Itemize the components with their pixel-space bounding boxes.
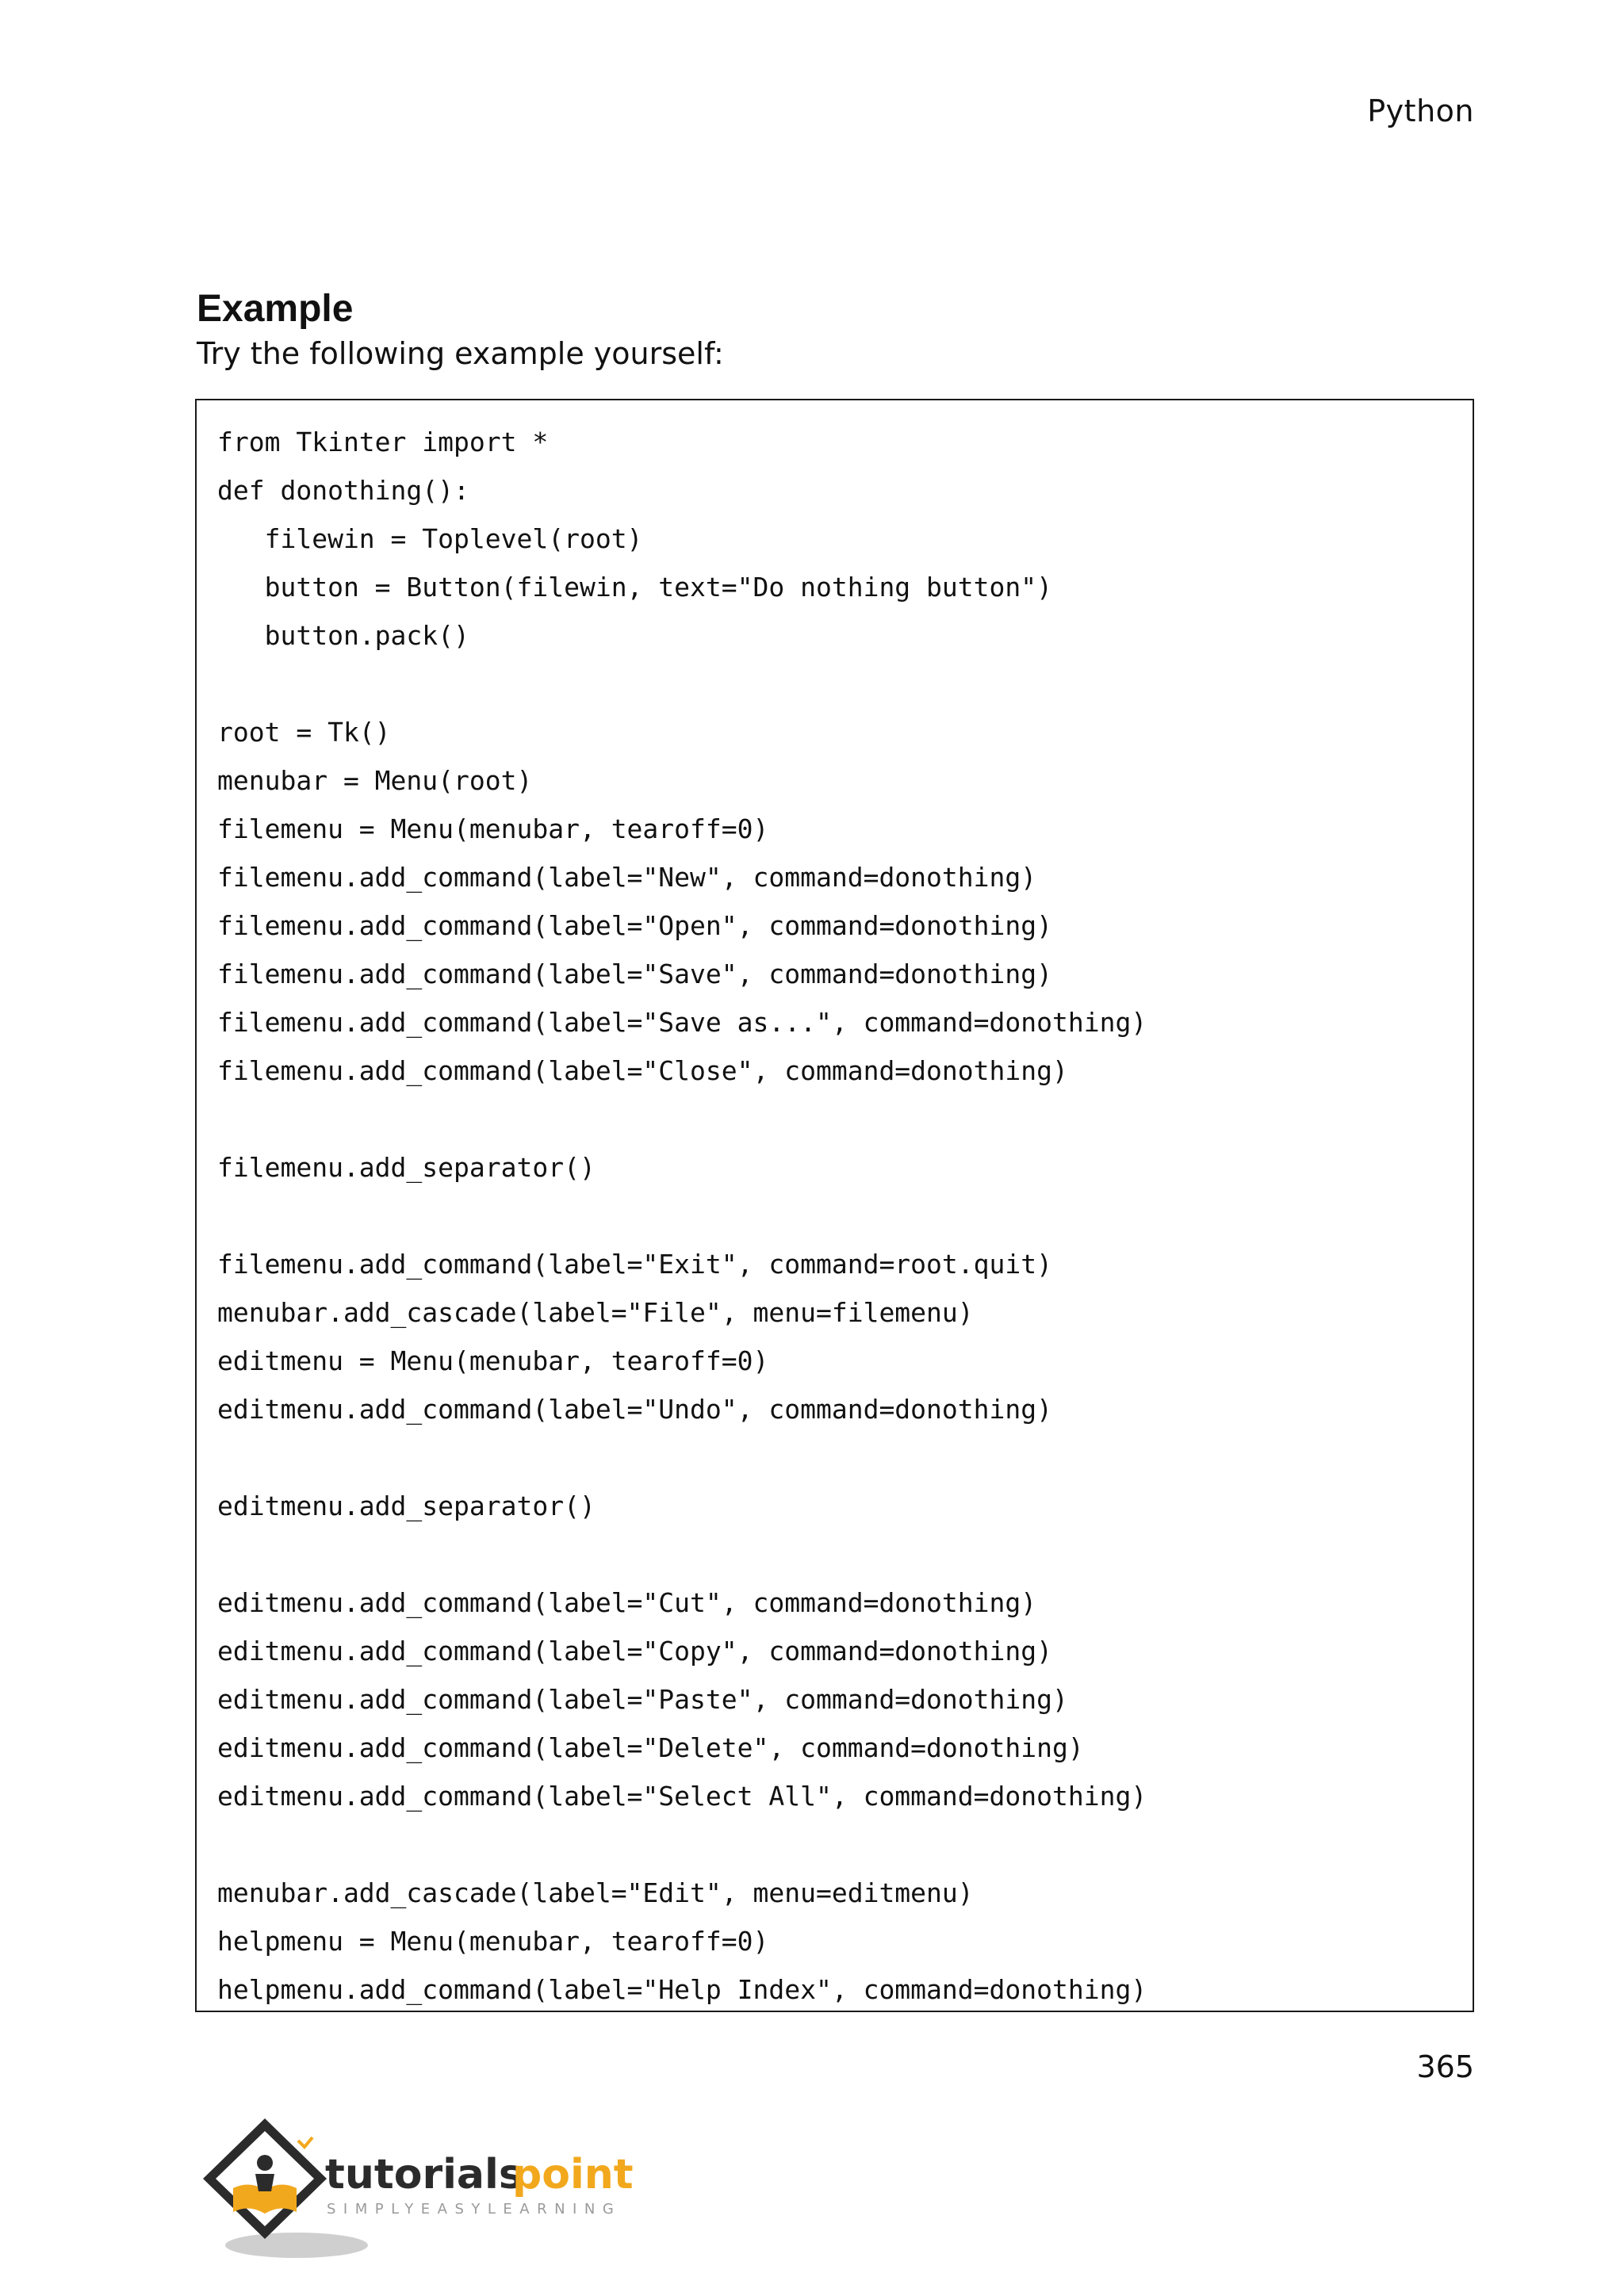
code-line: helpmenu = Menu(menubar, tearoff=0) — [217, 1926, 769, 1957]
code-line: filemenu.add_command(label="New", command=donothing) — [217, 862, 1037, 893]
code-line: editmenu.add_command(label="Delete", command=donothing) — [217, 1732, 1084, 1763]
code-line: helpmenu.add_command(label="Help Index", command=donothing) — [217, 1974, 1147, 2005]
reader-head-icon — [257, 2155, 273, 2171]
code-line: menubar.add_cascade(label="Edit", menu=editmenu) — [217, 1877, 974, 1908]
code-blank-line — [217, 1820, 1473, 1869]
code-line: editmenu.add_command(label="Paste", command=donothing) — [217, 1684, 1068, 1715]
code-line: button.pack() — [217, 620, 469, 651]
logo-wordmark-point: point — [512, 2151, 634, 2198]
reader-body-icon — [255, 2174, 274, 2191]
code-line: from Tkinter import * — [217, 427, 549, 457]
code-line: filemenu = Menu(menubar, tearoff=0) — [217, 813, 769, 844]
code-blank-line — [217, 1433, 1473, 1482]
code-line: button = Button(filewin, text="Do nothing button") — [217, 572, 1052, 603]
code-lines — [217, 418, 1473, 2014]
code-line: filemenu.add_command(label="Exit", command=root.quit) — [217, 1249, 1052, 1280]
code-line: editmenu.add_command(label="Undo", command=donothing) — [217, 1394, 1052, 1425]
section-heading: Example — [197, 288, 354, 330]
code-blank-line — [217, 660, 1473, 708]
code-line: filemenu.add_command(label="Open", command=donothing) — [217, 910, 1052, 941]
tutorialspoint-logo — [193, 2109, 701, 2267]
code-line: filemenu.add_command(label="Save", command=donothing) — [217, 959, 1052, 989]
code-blank-line — [217, 1095, 1473, 1143]
code-line: def donothing(): — [217, 475, 469, 506]
page-number: 365 — [1416, 2049, 1474, 2084]
code-line: editmenu.add_command(label="Select All", command=donothing) — [217, 1781, 1147, 1812]
code-blank-line — [217, 1530, 1473, 1578]
code-line: editmenu.add_separator() — [217, 1490, 596, 1521]
code-line: filemenu.add_command(label="Save as...", command=donothing) — [217, 1007, 1147, 1038]
code-line: filemenu.add_command(label="Close", command=donothing) — [217, 1055, 1068, 1086]
code-line: editmenu.add_command(label="Copy", command=donothing) — [217, 1636, 1052, 1667]
code-blank-line — [217, 1192, 1473, 1240]
logo-tagline: SIMPLYEASYLEARNING — [327, 2201, 622, 2218]
intro-text: Try the following example yourself: — [197, 336, 724, 371]
code-line: root = Tk() — [217, 717, 391, 748]
code-line: filemenu.add_separator() — [217, 1152, 596, 1183]
running-header-title: Python — [1367, 94, 1474, 128]
logo-wordmark-tutorials: tutorials — [325, 2151, 523, 2198]
code-line: menubar.add_cascade(label="File", menu=filemenu) — [217, 1297, 974, 1328]
code-line: editmenu.add_command(label="Cut", command=donothing) — [217, 1587, 1037, 1618]
code-line: menubar = Menu(root) — [217, 765, 533, 796]
logo-shadow — [225, 2233, 368, 2258]
code-line: editmenu = Menu(menubar, tearoff=0) — [217, 1345, 769, 1376]
code-line: filewin = Toplevel(root) — [217, 523, 643, 554]
code-block — [195, 399, 1474, 2012]
spark-icon — [298, 2137, 312, 2147]
